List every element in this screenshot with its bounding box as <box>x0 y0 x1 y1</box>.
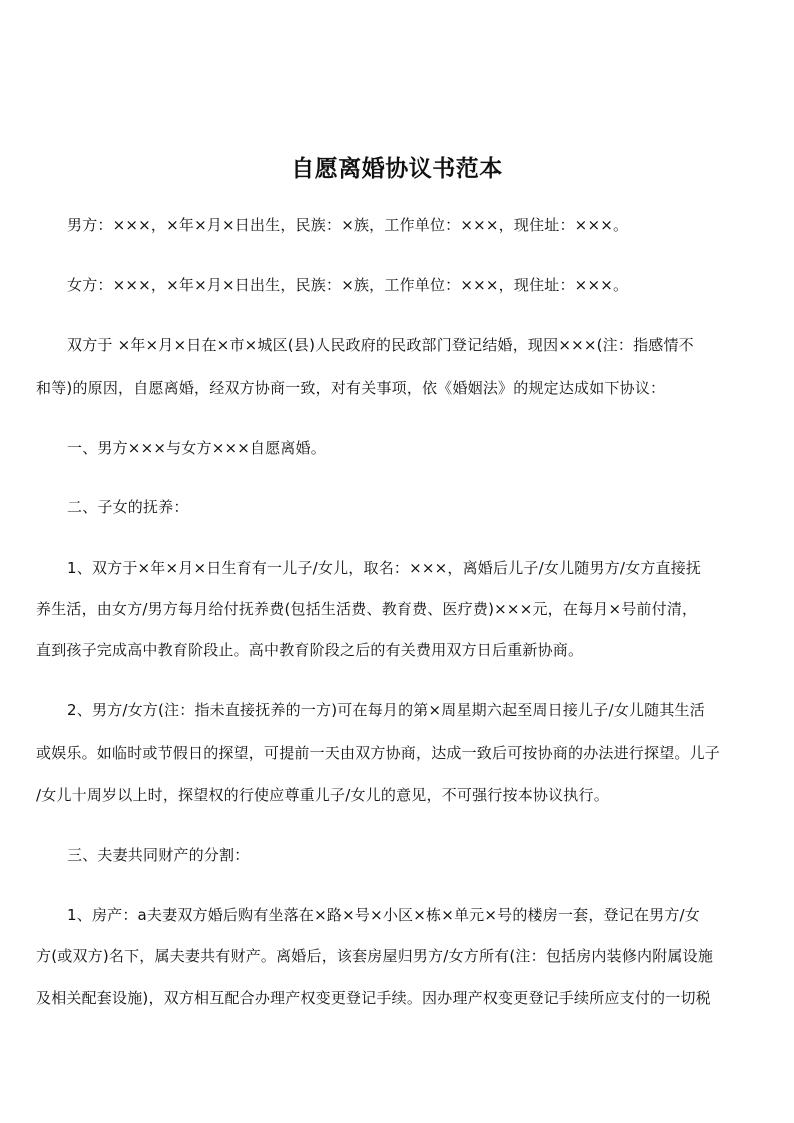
clause-1-divorce: 一、男方×××与女方×××自愿离婚。 <box>67 439 327 457</box>
clause-2-heading: 二、子女的抚养： <box>67 498 189 516</box>
clause-2-item-1-line-2: 养生活，由女方/男方每月给付抚养费(包括生活费、教育费、医疗费)×××元，在每月×号前付清， <box>36 600 698 618</box>
clause-3-item-1-line-2: 方(或双方)名下，属夫妻共有财产。离婚后，该套房屋归男方/女方所有(注：包括房内装修内附属设施 <box>36 947 714 965</box>
clause-2-item-2-line-3: /女儿十周岁以上时，探望权的行使应尊重儿子/女儿的意见，不可强行按本协议执行。 <box>36 786 609 804</box>
paragraph-husband-info: 男方：×××，×年×月×日出生，民族：×族，工作单位：×××，现住址：×××。 <box>67 216 629 234</box>
clause-2-item-2-line-1: 2、男方/女方(注：指未直接抚养的一方)可在每月的第×周星期六起至周日接儿子/女儿随其生活 <box>67 701 705 719</box>
paragraph-marriage-line-2: 和等)的原因，自愿离婚，经双方协商一致，对有关事项，依《婚姻法》的规定达成如下协议： <box>36 379 666 397</box>
clause-3-heading: 三、夫妻共同财产的分割： <box>67 846 250 864</box>
clause-2-item-1-line-1: 1、双方于×年×月×日生育有一儿子/女儿，取名：×××，离婚后儿子/女儿随男方/女方直接抚 <box>67 559 702 577</box>
clause-3-item-1-line-1: 1、房产：a夫妻双方婚后购有坐落在×路×号×小区×栋×单元×号的楼房一套，登记在男方/女 <box>67 906 701 924</box>
document-title: 自愿离婚协议书范本 <box>291 155 503 182</box>
clause-2-item-2-line-2: 或娱乐。如临时或节假日的探望，可提前一天由双方协商，达成一致后可按协商的办法进行探望。儿子 <box>36 744 721 762</box>
clause-2-item-1-line-3: 直到孩子完成高中教育阶段止。高中教育阶段之后的有关费用双方日后重新协商。 <box>36 641 584 659</box>
paragraph-marriage-line-1: 双方于 ×年×月×日在×市×城区(县)人民政府的民政部门登记结婚，现因×××(注：指感情不 <box>67 336 694 354</box>
paragraph-wife-info: 女方：×××，×年×月×日出生，民族：×族，工作单位：×××，现住址：×××。 <box>67 276 629 294</box>
clause-3-item-1-line-3: 及相关配套设施)，双方相互配合办理产权变更登记手续。因办理产权变更登记手续所应支付的一切税 <box>36 989 711 1007</box>
